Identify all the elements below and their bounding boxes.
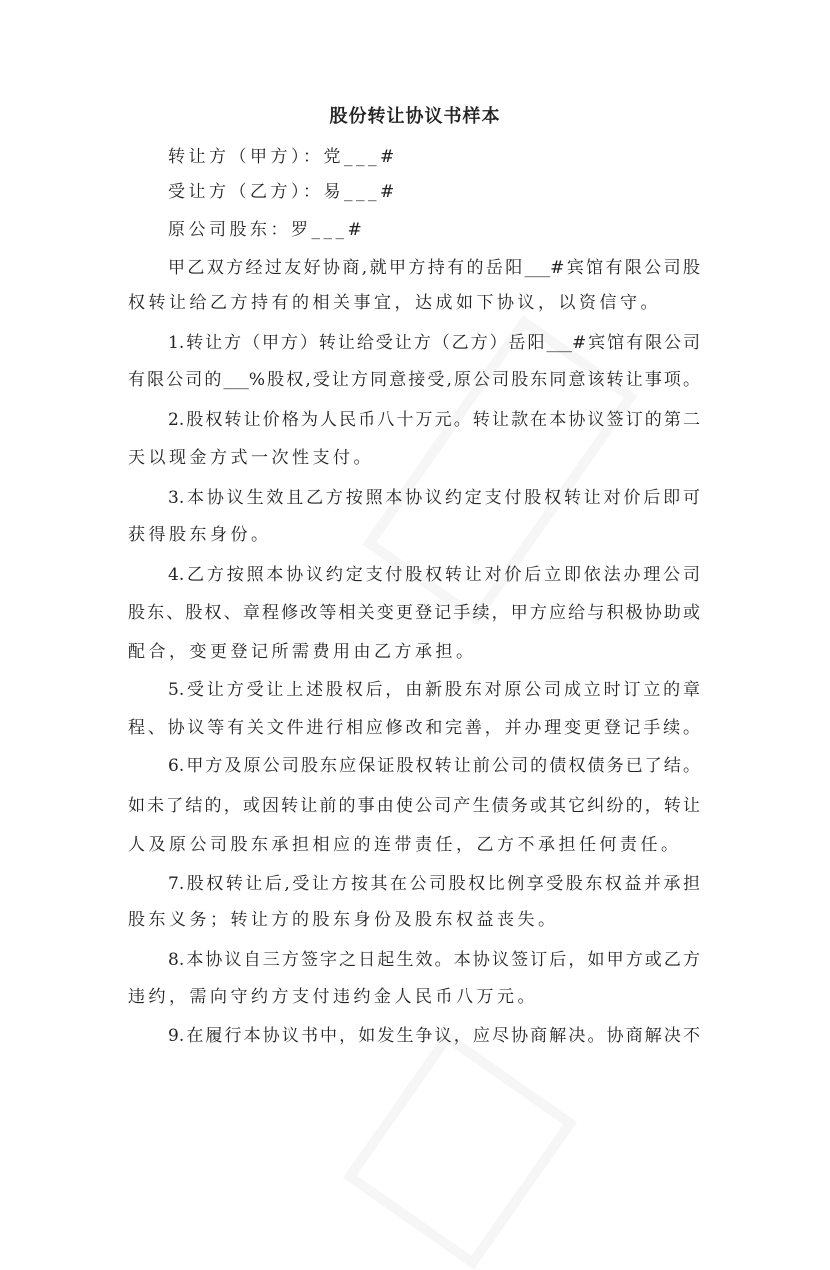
- party-transferor: 转让方（甲方）：党___#: [168, 147, 398, 167]
- clause-3-line: 3.本协议生效且乙方按照本协议约定支付股权转让对价后即可: [168, 488, 700, 508]
- clause-1-line: 1.转让方（甲方）转让给受让方（乙方）岳阳___#宾馆有限公司: [168, 333, 700, 353]
- clause-8-line: 8.本协议自三方签字之日起生效。本协议签订后，如甲方或乙方: [168, 950, 700, 970]
- clause-4-line: 股东、股权、章程修改等相关变更登记手续，甲方应给与积极协助或: [128, 603, 700, 623]
- clause-9-line: 9.在履行本协议书中，如发生争议，应尽协商解决。协商解决不: [168, 1026, 700, 1046]
- watermark: [343, 1030, 577, 1269]
- clause-4-line: 配合，变更登记所需费用由乙方承担。: [128, 642, 477, 662]
- clause-7-line: 7.股权转让后,受让方按其在公司股权比例享受股东权益并承担: [168, 874, 700, 894]
- clause-2-line: 天以现金方式一次性支付。: [128, 448, 374, 468]
- clause-6-line: 6.甲方及原公司股东应保证股权转让前公司的债权债务已了结。: [168, 756, 700, 776]
- party-transferee: 受让方（乙方）：易___#: [168, 182, 398, 202]
- clause-4-line: 4.乙方按照本协议约定支付股权转让对价后立即依法办理公司: [168, 565, 700, 585]
- party-original-shareholder: 原公司股东：罗___#: [168, 220, 366, 240]
- preamble-line: 权转让给乙方持有的相关事宜，达成如下协议，以资信守。: [128, 293, 661, 313]
- clause-1-line: 有限公司的___%股权,受让方同意接受,原公司股东同意该转让事项。: [128, 370, 700, 390]
- clause-6-line: 如未了结的，或因转让前的事由使公司产生债务或其它纠纷的，转让: [128, 796, 700, 816]
- clause-5-line: 5.受让方受让上述股权后，由新股东对原公司成立时订立的章: [168, 680, 700, 700]
- preamble-line: 甲乙双方经过友好协商,就甲方持有的岳阳___#宾馆有限公司股: [168, 258, 700, 278]
- document-title: 股份转让协议书样本: [329, 106, 501, 127]
- clause-3-line: 获得股东身份。: [128, 525, 272, 545]
- clause-6-line: 人及原公司股东承担相应的连带责任，乙方不承担任何责任。: [128, 835, 682, 855]
- clause-7-line: 股东义务；转让方的股东身份及股东权益丧失。: [128, 910, 559, 930]
- clause-8-line: 违约，需向守约方支付违约金人民币八万元。: [128, 987, 538, 1007]
- clause-5-line: 程、协议等有关文件进行相应修改和完善，并办理变更登记手续。: [128, 718, 700, 738]
- clause-2-line: 2.股权转让价格为人民币八十万元。转让款在本协议签订的第二: [168, 410, 700, 430]
